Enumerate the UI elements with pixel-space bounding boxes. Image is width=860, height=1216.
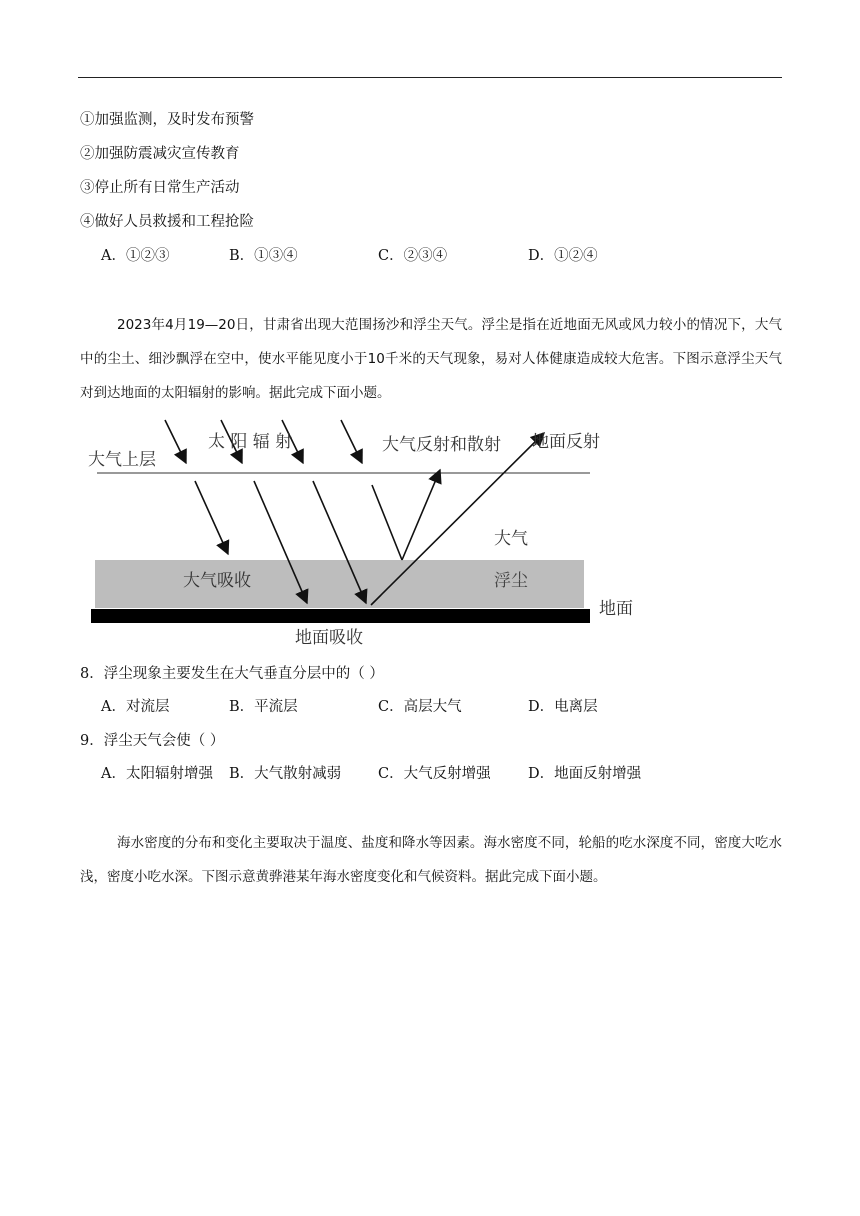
label-ground-reflect: 地面反射 xyxy=(532,432,600,452)
q9-stem: 9．浮尘天气会使（ ） xyxy=(80,733,225,749)
q8-option-b[interactable]: B．平流层 xyxy=(229,699,298,715)
label-upper-layer: 大气上层 xyxy=(88,450,156,470)
header-rule xyxy=(78,77,782,78)
q8-stem: 8．浮尘现象主要发生在大气垂直分层中的（ ） xyxy=(80,666,384,682)
atm-reflect-in xyxy=(372,485,402,560)
q7-statement-4: ④做好人员救援和工程抢险 xyxy=(80,214,254,230)
label-dust: 浮尘 xyxy=(494,571,528,591)
q7-option-c[interactable]: C．②③④ xyxy=(378,248,448,264)
q8-option-a[interactable]: A．对流层 xyxy=(101,699,170,715)
passage-dust-weather: 2023年4月19—20日，甘肃省出现大范围扬沙和浮尘天气。浮尘是指在近地面无风或风力较小的情况下，大气中的尘土、细沙飘浮在空中，使水平能见度小于10千米的天气现象，易对人体健康造成较大危害。下图示意浮尘天气对到达地面的太阳辐射的影响。据此完成下面小题。 xyxy=(80,317,782,401)
q7-statement-3: ③停止所有日常生产活动 xyxy=(80,180,240,196)
q7-option-a[interactable]: A．①②③ xyxy=(101,248,170,264)
label-atmosphere: 大气 xyxy=(494,529,528,549)
atm-reflect-out xyxy=(402,470,440,560)
q9-option-b[interactable]: B．大气散射减弱 xyxy=(229,766,342,782)
solar-arrow-1 xyxy=(165,420,186,463)
solar-arrow-4 xyxy=(341,420,362,463)
atm-absorb-arrow xyxy=(195,481,228,554)
q7-option-d[interactable]: D．①②④ xyxy=(528,248,598,264)
q9-option-a[interactable]: A．太阳辐射增强 xyxy=(101,766,213,782)
q7-option-b[interactable]: B．①③④ xyxy=(229,248,298,264)
q8-option-d[interactable]: D．电离层 xyxy=(528,699,598,715)
dust-radiation-diagram xyxy=(0,412,860,652)
q7-statement-1: ①加强监测，及时发布预警 xyxy=(80,112,254,128)
q8-option-c[interactable]: C．高层大气 xyxy=(378,699,462,715)
ground-bar xyxy=(91,609,590,623)
q9-option-d[interactable]: D．地面反射增强 xyxy=(528,766,642,782)
q9-option-c[interactable]: C．大气反射增强 xyxy=(378,766,491,782)
q7-statement-2: ②加强防震减灾宣传教育 xyxy=(80,146,240,162)
label-atm-absorb: 大气吸收 xyxy=(183,571,251,591)
label-solar-radiation: 太 阳 辐 射 xyxy=(208,432,293,452)
passage-seawater-density: 海水密度的分布和变化主要取决于温度、盐度和降水等因素。海水密度不同，轮船的吃水深度不同，密度大吃水浅，密度小吃水深。下图示意黄骅港某年海水密度变化和气候资料。据此完成下面小题。 xyxy=(80,835,782,885)
label-ground: 地面 xyxy=(599,599,633,619)
label-ground-absorb: 地面吸收 xyxy=(295,628,363,648)
label-atm-reflect-scatter: 大气反射和散射 xyxy=(382,435,501,455)
